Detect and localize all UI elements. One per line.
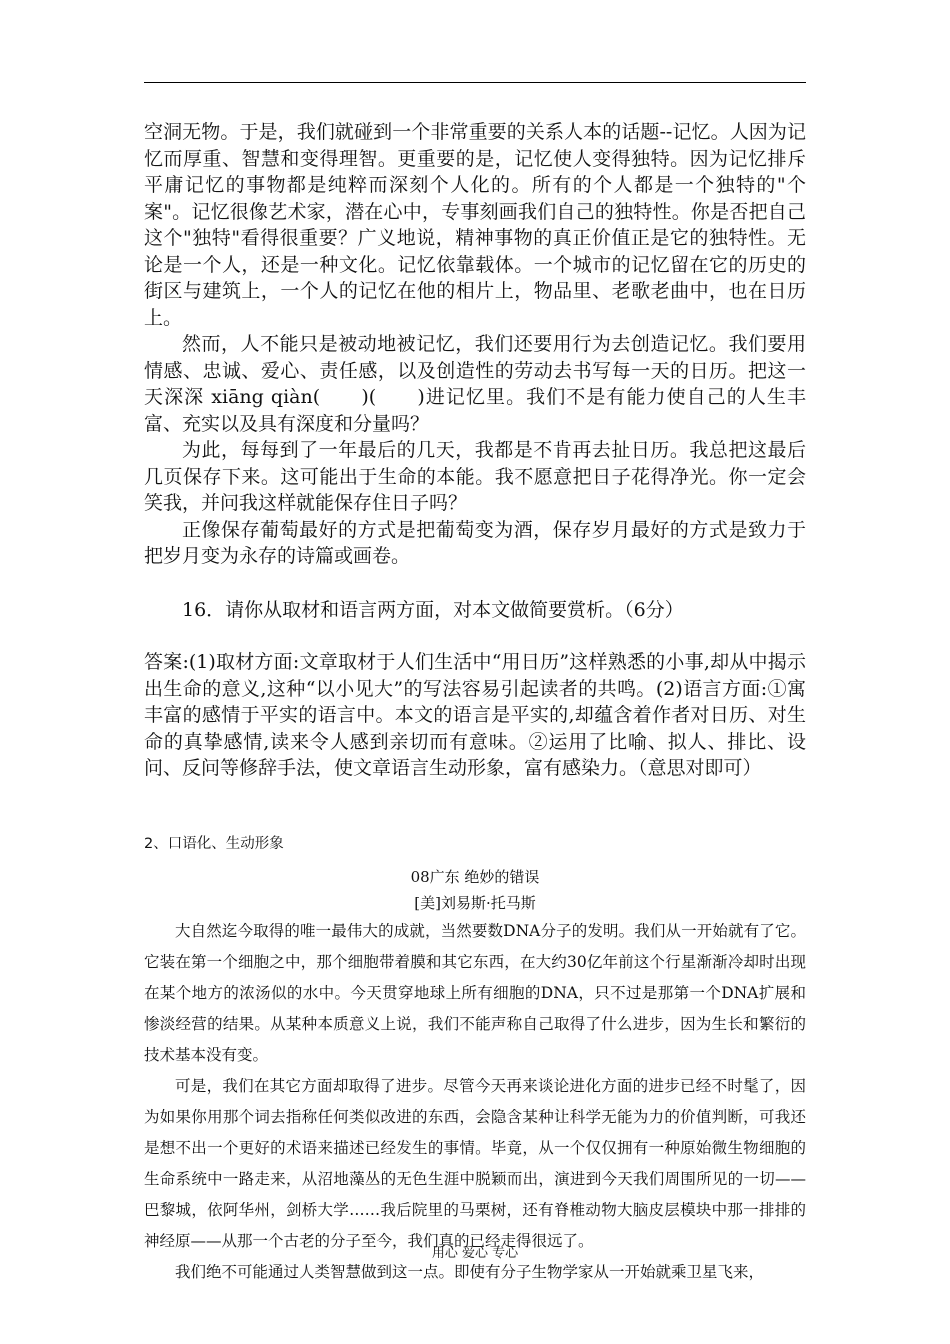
section-heading: 2、口语化、生动形象	[144, 835, 284, 852]
article-paragraph-3: 我们绝不可能通过人类智慧做到这一点。即使有分子生物学家从一开始就乘卫星飞来，	[175, 1262, 765, 1281]
article-author: [美]刘易斯·托马斯	[414, 893, 536, 912]
essay-paragraph-3: 为此，每每到了一年最后的几天，我都是不肯再去扯日历。我总把这最后几页保存下来。这可能出于生命的本能。我不愿意把日子花得净光。你一定会笑我，并问我这样就能保存住日子吗？	[144, 439, 806, 514]
essay-paragraph-2: 然而，人不能只是被动地被记忆，我们还要用行为去创造记忆。我们要用情感、忠诚、爱心、责任感，以及创造性的劳动去书写每一天的日历。把这一天深深 xiāng qiàn( )( )进记忆里。我们不是有能力使自己的人生丰富、充实以及具有深度和分量吗？	[144, 333, 806, 435]
content-area	[144, 119, 806, 1288]
header-rule	[144, 82, 806, 83]
article-title: 08广东 绝妙的错误	[410, 867, 540, 886]
essay-paragraph-4: 正像保存葡萄最好的方式是把葡萄变为酒，保存岁月最好的方式是致力于把岁月变为永存的诗篇或画卷。	[144, 518, 806, 567]
article-paragraph-2: 可是，我们在其它方面却取得了进步。尽管今天再来谈论进化方面的进步已经不时髦了，因为如果你用那个词去指称任何类似改进的东西，会隐含某种让科学无能为力的价值判断，可我还是想不出一个更好的术语来描述已经发生的事情。毕竟，从一个仅仅拥有一种原始微生物细胞的生命系统中一路走来，从沼地藻丛的无色生涯中脱颖而出，演进到今天我们周围所见的一切——巴黎城，依阿华州，剑桥大学……我后院里的马栗树，还有脊椎动物大脑皮层模块中那一排排的神经原——从那一个古老的分子至今，我们真的已经走得很远了。	[144, 1076, 806, 1250]
question-16: 16．请你从取材和语言两方面，对本文做简要赏析。（6分）	[182, 598, 684, 621]
essay-paragraph-1: 空洞无物。于是，我们就碰到一个非常重要的关系人本的话题--记忆。人因为记忆而厚重、智慧和变得理智。更重要的是，记忆使人变得独特。因为记忆排斥平庸记忆的事物都是纯粹而深刻个人化的。所有的个人都是一个独特的"个案"。记忆很像艺术家，潜在心中，专事刻画我们自己的独特性。你是否把自己这个"独特"看得很重要？广义地说，精神事物的真正价值正是它的独特性。无论是一个人，还是一种文化。记忆依靠载体。一个城市的记忆留在它的历史的街区与建筑上，一个人的记忆在他的相片上，物品里、老歌老曲中，也在日历上。	[144, 121, 806, 329]
answer-text: 答案:(1)取材方面:文章取材于人们生活中“用日历”这样熟悉的小事,却从中揭示出生命的意义,这种“以小见大”的写法容易引起读者的共鸣。(2)语言方面:①寓丰富的感情于平实的语言中。本文的语言是平实的,却蕴含着作者对日历、对生命的真挚感情,读来令人感到亲切而有意味。②运用了比喻、拟人、排比、设问、反问等修辞手法，使文章语言生动形象，富有感染力。（意思对即可）	[144, 651, 806, 779]
article-paragraph-1: 大自然迄今取得的唯一最伟大的成就，当然要数DNA分子的发明。我们从一开始就有了它。它装在第一个细胞之中，那个细胞带着膜和其它东西，在大约30亿年前这个行星渐渐冷却时出现在某个地方的浓汤似的水中。今天贯穿地球上所有细胞的DNA，只不过是那第一个DNA扩展和惨淡经营的结果。从某种本质意义上说，我们不能声称自己取得了什么进步，因为生长和繁衍的技术基本没有变。	[144, 921, 806, 1064]
page-footer: 用心 爱心 专心	[431, 1246, 519, 1261]
